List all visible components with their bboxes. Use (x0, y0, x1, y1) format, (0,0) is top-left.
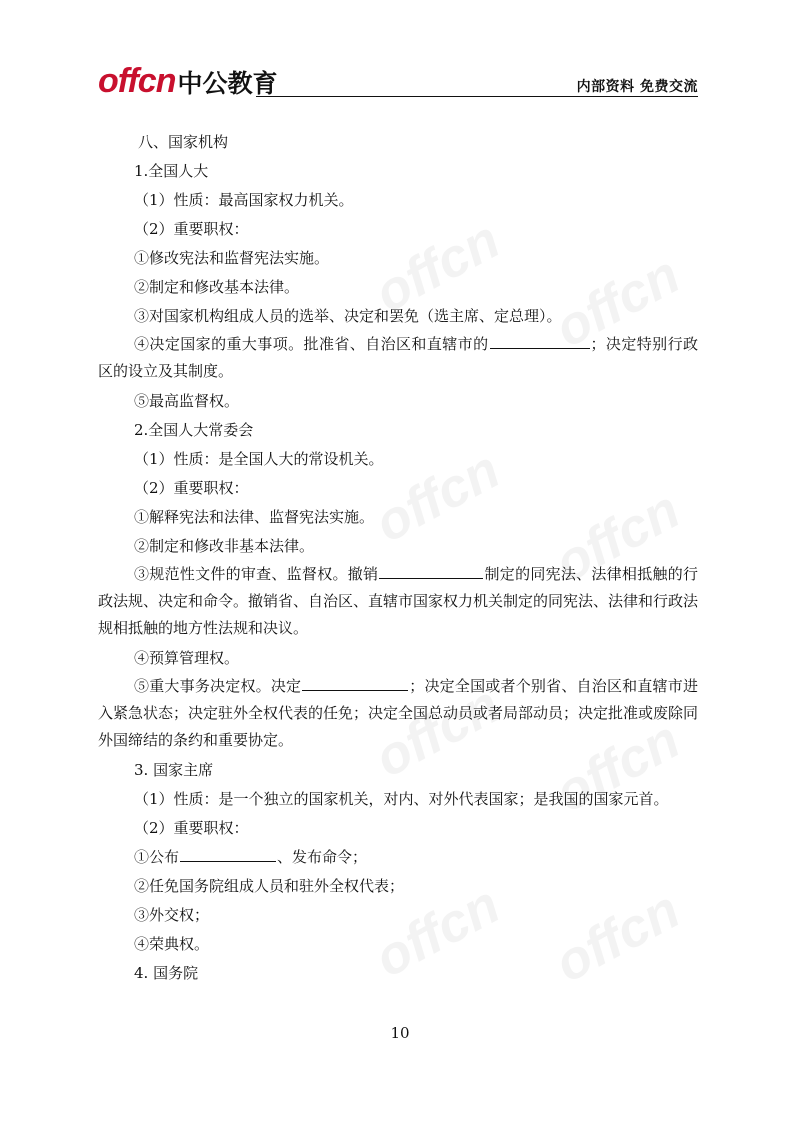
president-nature: （1）性质：是一个独立的国家机关，对内、对外代表国家；是我国的国家元首。 (134, 790, 669, 808)
committee-power-item (98, 561, 698, 642)
text-run: 制定的同宪法、法律相抵触的行政法规、决定和命令。撤销省、自治区、直辖市国家权力机关制定的同宪法、法律和行政法规相抵触的地方性法规和决议。 (98, 565, 699, 637)
committee-power-item: ④预算管理权。 (134, 649, 240, 667)
text-run: 、发布命令； (277, 848, 368, 866)
text-run: ①公布 (134, 848, 180, 866)
fill-in-blank (379, 563, 483, 579)
npc-power-item: ⑤最高监督权。 (134, 392, 240, 410)
npc-powers-heading: （2）重要职权： (134, 220, 249, 238)
president-power-item: ④荣典权。 (134, 935, 210, 953)
committee-power-item: ①解释宪法和法律、监督宪法实施。 (134, 508, 375, 526)
fill-in-blank (302, 675, 408, 691)
text-run: ；决定全国或者个别省、自治区和直辖市进入紧急状态；决定驻外全权代表的任免；决定全国总动员或者局部动员；决定批准或废除同外国缔结的条约和重要协定。 (98, 677, 699, 749)
document-body (98, 128, 698, 988)
subsection-title-standing-committee: 2.全国人大常委会 (134, 421, 254, 439)
npc-power-item (98, 331, 698, 385)
logo-chinese-name: 中公教育 (177, 69, 278, 98)
npc-power-item: ①修改宪法和监督宪法实施。 (134, 249, 330, 267)
text-run: ；决定特别行政区的设立及其制度。 (98, 335, 698, 380)
text-run: ③规范性文件的审查、监督权。撤销 (134, 565, 379, 583)
committee-nature: （1）性质：是全国人大的常设机关。 (134, 450, 384, 468)
president-power-item: ②任免国务院组成人员和驻外全权代表； (134, 877, 405, 895)
npc-power-item: ③对国家机构组成人员的选举、决定和罢免（选主席、定总理）。 (134, 307, 562, 325)
npc-nature: （1）性质：最高国家权力机关。 (134, 191, 354, 209)
page-number: 10 (390, 1024, 410, 1042)
president-power-item: ③外交权； (134, 906, 210, 924)
section-heading: 八、国家机构 (138, 133, 229, 151)
committee-powers-heading: （2）重要职权： (134, 479, 249, 497)
page-header (98, 62, 698, 102)
president-power-item (98, 843, 698, 872)
logo-wordmark: offcn (98, 62, 176, 100)
npc-power-item: ②制定和修改基本法律。 (134, 278, 300, 296)
subsection-title-npc: 1.全国人大 (134, 162, 209, 180)
subsection-title-president: 3. 国家主席 (134, 761, 214, 779)
fill-in-blank (490, 333, 590, 349)
subsection-title-state-council: 4. 国务院 (134, 964, 199, 982)
committee-power-item: ②制定和修改非基本法律。 (134, 537, 315, 555)
header-note: 内部资料 免费交流 (576, 79, 698, 95)
committee-power-item (98, 673, 698, 754)
header-rule (256, 96, 698, 97)
fill-in-blank (180, 846, 276, 862)
text-run: ④决定国家的重大事项。批准省、自治区和直辖市的 (134, 335, 489, 353)
text-run: ⑤重大事务决定权。决定 (134, 677, 302, 695)
president-powers-heading: （2）重要职权： (134, 819, 249, 837)
offcn-logo (98, 64, 278, 101)
